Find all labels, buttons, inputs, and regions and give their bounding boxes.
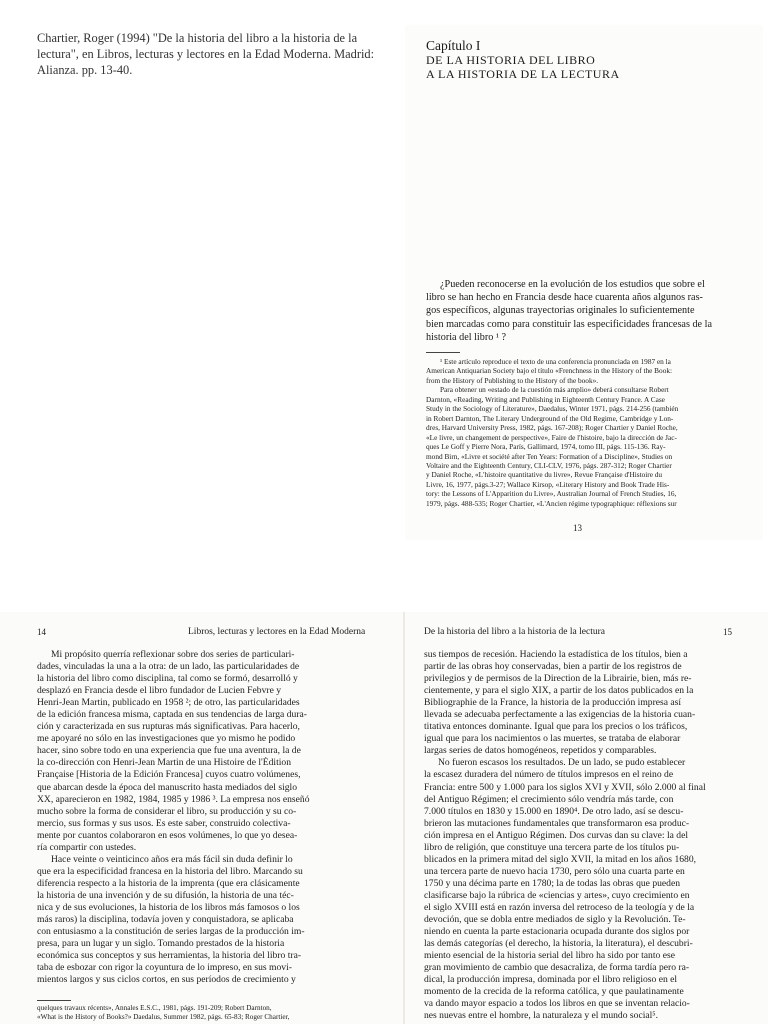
text-line: clasificarse bajo la rúbrica de «ciencias y artes», cuyo crecimiento en (424, 889, 690, 901)
text-line: Henri-Jean Martin, publicado en 1958 ²; de otro, las particularidades (37, 697, 300, 709)
text-line: privilegios y de permisos de la Direction de la Librairie, bien, más re- (424, 673, 692, 685)
chapter-title-line: DE LA HISTORIA DEL LIBRO (426, 53, 596, 67)
text-line: mucho sobre la forma de considerar el libro, su producción y su co- (37, 805, 297, 817)
text-line: American Antiquarian Society bajo el título «Frenchness in the History of the Book: (426, 366, 673, 376)
text-line: dical, la producción impresa, dominada por el libro religioso en el (424, 974, 678, 986)
text-line: mente por cuantos colaboraron en esos volúmenes, lo que yo desea- (37, 829, 298, 841)
text-line: de la edición francesa misma, captada en sus tendencias de larga dura- (37, 709, 307, 721)
text-line: más raros) la disciplina, todavía joven y conquistadora, se aplicaba (37, 914, 294, 926)
intro-paragraph (426, 278, 742, 344)
text-line: Para obtener un «estado de la cuestión más amplio» deberá consultarse Robert (440, 385, 669, 395)
text-line: Study in the Sociology of Literature», Daedalus, Winter 1971, págs. 214-256 (también (426, 404, 679, 414)
text-line: la co-dirección con Henri-Jean Martin de una Histoire de l'Édition (37, 757, 292, 769)
text-line: taba de esbozar con rigor la coyuntura de lo impreso, en sus movi- (37, 962, 292, 974)
text-line: libro se han hecho en Francia desde hace cuarenta años algunos ras- (426, 292, 703, 304)
text-line: nica y de sus evoluciones, la historia de los libros más famosos o los (37, 901, 300, 913)
text-line: 7.000 títulos en 1830 y 15.000 en 1890⁴. De otro lado, así se descu- (424, 805, 684, 817)
text-line: el siglo XVIII está en razón inversa del retroceso de la teología y de la (424, 901, 695, 913)
text-line: una tercera parte de nuevo hacia 1730, pero sólo una cuarta parte en (424, 865, 685, 877)
text-line: gos específicos, algunas trayectorias originales lo suficientemente (426, 305, 695, 317)
text-line: brieron las mutaciones fundamentales que transformaron esa produc- (424, 817, 690, 829)
body-text-column (424, 649, 740, 1022)
text-line: gran movimiento de cambio que desacraliza, de forma tardía pero ra- (424, 962, 690, 974)
text-line: historia del libro ¹ ? (426, 331, 507, 343)
text-line: que era la especificidad francesa en la historia del libro. Marcando su (37, 865, 303, 877)
text-line: quelques travaux récents», Annales E.S.C., 1981, págs. 191-209; Robert Darnton, (37, 1004, 272, 1012)
page-number: 14 (37, 627, 46, 637)
text-line: Mi propósito querría reflexionar sobre dos series de particulari- (51, 649, 295, 660)
text-line: Voltaire and the Eighteenth Century, CLI-CLV, 1976, págs. 287-312; Roger Chartier (426, 460, 672, 470)
text-line: momento de la crecida de la reforma católica, y que paulatinamente (424, 986, 684, 998)
page-number: 15 (723, 627, 732, 637)
text-line: y Daniel Roche, «L'histoire quantitative du livre», Revue Française d'Histoire du (426, 470, 663, 480)
text-line: ¹ Este artículo reproduce el texto de una conferencia pronunciada en 1987 en la (440, 357, 671, 366)
footnotes (426, 357, 744, 508)
text-line: Bibliographie de la France, la historia de la producción impresa así (424, 697, 682, 709)
text-line: Livre, 16, 1977, págs.3-27; Wallace Kirsop, «Literary History and Book Trade His- (426, 479, 670, 489)
text-line: dres, Harvard University Press, 1982, págs. 167-208); Roger Chartier y Daniel Roche, (426, 423, 678, 433)
text-line: las demás categorías (el derecho, la historia, la literatura), el descubri- (424, 938, 693, 950)
text-line: XX, aparecieron en 1982, 1984, 1985 y 1986 ³. La empresa nos enseñó (37, 793, 310, 805)
text-line: mond Birn, «Livre et société after Ten Years: Formation of a Discipline», Studies on (426, 451, 673, 461)
footnotes (37, 1004, 355, 1022)
source-citation: Chartier, Roger (1994) "De la historia del libro a la historia de la lectura", en Libros, lecturas y lectores en la Edad Moderna. Madrid: Alianza. pp. 13-40. (37, 31, 375, 77)
text-line: mercio, sus formas y sus usos. Es este saber, construido colectiva- (37, 817, 291, 829)
text-line: del Antiguo Régimen; el crecimiento sólo vendría más tarde, con (424, 793, 674, 805)
text-line: la escasez duradera del número de títulos impresos en el reino de (424, 769, 674, 781)
text-line: «Le livre, un changement de perspective», Faire de l'histoire, bajo la dirección de Jac- (426, 432, 677, 442)
text-line: ción impresa en el Antiguo Régimen. Dos curvas dan su clave: la del (424, 829, 689, 841)
running-head: De la historia del libro a la historia de la lectura (424, 627, 605, 637)
text-line: devoción, que se dobla entre mediados de siglo y la Revolución. Te- (424, 914, 686, 926)
text-line: nes nuevas entre el hombre, la naturaleza y el mundo social⁵. (424, 1010, 659, 1022)
text-line: Darnton, «Reading, Writing and Publishing in Eighteenth Century France. A Case (426, 394, 665, 404)
text-line: libro de religión, que constituye una tercera parte de los títulos pu- (424, 841, 680, 853)
chapter-title-line: A LA HISTORIA DE LA LECTURA (426, 66, 620, 81)
text-line: va dando mayor espacio a todos los libros en que se inventan relacio- (424, 998, 690, 1010)
chapter-label: Capítulo I (426, 38, 481, 53)
text-line: mientos largos y sus ciclos cortos, en sus períodos de crecimiento y (37, 974, 296, 986)
text-line: presa, para un lugar y un siglo. Tomando prestados de la historia (37, 938, 285, 950)
footnote-rule (37, 1000, 71, 1001)
text-line: hacer, sino sobre todo en una experiencia que fue una aventura, la de (37, 745, 301, 757)
text-line: blicados en la primera mitad del siglo XVII, la mitad en los años 1680, (424, 853, 697, 865)
text-line: «What is the History of Books?» Daedalus, Summer 1982, págs. 65-83; Roger Chartier, (37, 1013, 290, 1021)
text-line: cientemente, y para el siglo XIX, a partir de los datos publicados en la (424, 685, 694, 697)
text-line: tory: the Lessons of L'Apparition du Livre», Australian Journal of French Studies, 16, (426, 489, 677, 499)
text-line: bien marcadas como para constituir las especificidades francesas de la (426, 318, 712, 330)
text-line: diferencia respecto a la historia de la imprenta (que era clásicamente (37, 877, 300, 889)
text-line: partir de las obras hoy conservadas, bien a partir de los registros de (424, 661, 682, 673)
text-line: que abarcan desde la época del manuscrito hasta mediados del siglo (37, 781, 298, 793)
text-line: llevada se adecuaba perfectamente a las exigencias de la historia cuan- (424, 709, 696, 721)
page-gutter (403, 612, 405, 1024)
footnote-rule (426, 352, 460, 353)
text-line: dades, vinculadas la una a la otra: de un lado, las particularidades de (37, 661, 300, 673)
text-line: largas series de datos homogéneos, repetidos y comparables. (424, 745, 657, 757)
text-line: Francia: entre 500 y 1.000 para los siglos XVI y XVII, sólo 2.000 al final (424, 781, 706, 793)
text-line: ¿Pueden reconocerse en la evolución de los estudios que sobre el (440, 279, 705, 290)
text-line: miento esencial de la historia serial del libro ha sido por tanto ese (424, 950, 675, 962)
text-line: la historia de una invención y de su difusión, la historia de una téc- (37, 889, 294, 901)
running-head: Libros, lecturas y lectores en la Edad Moderna (188, 627, 366, 637)
text-line: igual que para los nacimientos o las muertes, se trataba de elaborar (424, 733, 681, 745)
text-line: ción y caracterizada en sus rupturas más significativas. Para hacerlo, (37, 721, 300, 733)
text-line: Française [Historia de la Edición Francesa] cuyos cuatro volúmenes, (37, 769, 301, 781)
text-line: sus tiempos de recesión. Haciendo la estadística de los títulos, bien a (424, 649, 688, 660)
text-line: niendo en cuenta la parte estacionaria ocupada durante dos siglos por (424, 926, 690, 938)
text-line: desplazó en Francia desde el libro fundador de Lucien Febvre y (37, 685, 282, 697)
text-line: ques Le Goff y Pierre Nora, París, Gallimard, 1974, tomo III, págs. 115-136. Ray- (426, 442, 666, 452)
text-line: me apoyaré no sólo en las investigaciones que yo mismo he podido (37, 733, 296, 745)
text-line: from the History of Publishing to the History of the book». (426, 375, 599, 385)
text-line: con entusiasmo a la constitución de series largas de la producción im- (37, 926, 305, 938)
text-line: 1979, págs. 488-535; Roger Chartier, «L'Ancien régime typographique: réflexions sur (426, 498, 677, 508)
text-line: ría compartir con ustedes. (37, 841, 137, 853)
text-line: titativa entonces dominante. Igual que para los precios o los tráficos, (424, 721, 688, 733)
text-line: Hace veinte o veinticinco años era más fácil sin duda definir lo (51, 853, 293, 865)
text-line: 1750 y una décima parte en 1780; la de todas las obras que pueden (424, 877, 681, 889)
text-line: económica sus conceptos y sus herramientas, la historia del libro tra- (37, 950, 302, 962)
text-line: in Robert Darnton, The Literary Underground of the Old Regime, Cambridge y Lon- (426, 413, 674, 423)
page-number: 13 (573, 523, 582, 533)
text-line: la historia del libro como disciplina, tal como se formó, desarrolló y (37, 673, 298, 685)
body-text-column (37, 649, 355, 986)
chapter-title (426, 54, 746, 81)
text-line: No fueron escasos los resultados. De un lado, se pudo establecer (438, 757, 686, 769)
